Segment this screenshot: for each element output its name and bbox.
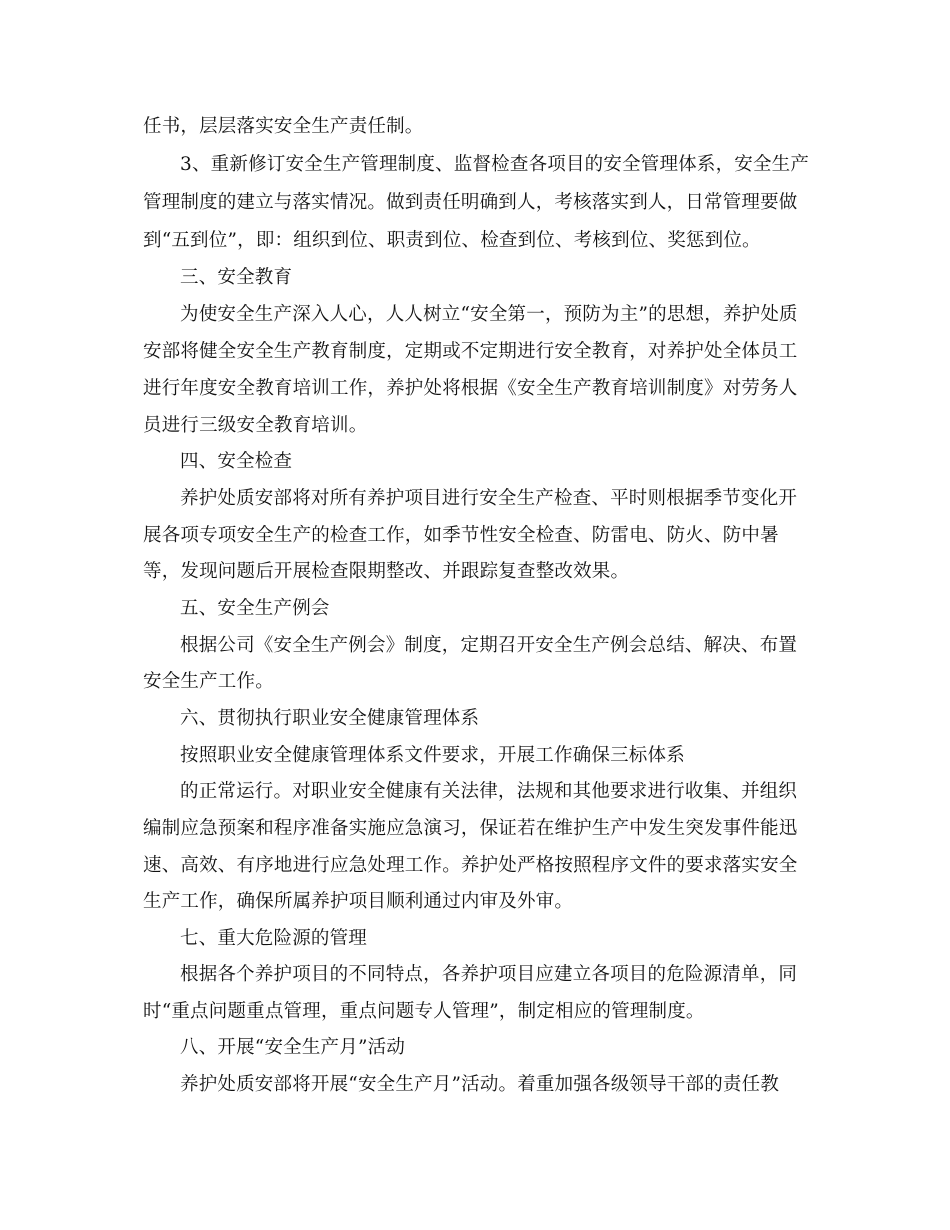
section-heading: 八、开展“安全生产月”活动: [180, 1037, 406, 1058]
text-line: 按照职业安全健康管理体系文件要求，开展工作确保三标体系: [180, 745, 685, 766]
text-line: 等，发现问题后开展检查限期整改、并跟踪复查整改效果。: [143, 561, 630, 582]
text-line: 的正常运行。对职业安全健康有关法律，法规和其他要求进行收集、并组织: [180, 781, 798, 802]
text-line: 养护处质安部将开展“安全生产月”活动。着重加强各级领导干部的责任教: [180, 1074, 780, 1095]
text-line: 展各项专项安全生产的检查工作，如季节性安全检查、防雷电、防火、防中暑: [143, 525, 779, 546]
text-line: 编制应急预案和程序准备实施应急演习，保证若在维护生产中发生突发事件能迅: [143, 818, 798, 839]
text-line: 3、重新修订安全生产管理制度、监督检查各项目的安全管理体系，安全生产: [180, 154, 810, 175]
text-line: 到“五到位”，即：组织到位、职责到位、检查到位、考核到位、奖惩到位。: [143, 230, 761, 251]
section-heading: 四、安全检查: [180, 451, 293, 472]
section-heading: 三、安全教育: [180, 267, 293, 288]
section-heading: 七、重大危险源的管理: [180, 928, 368, 949]
text-line: 安全生产工作。: [143, 671, 274, 692]
section-heading: 六、贯彻执行职业安全健康管理体系: [180, 708, 480, 729]
text-line: 时“重点问题重点管理，重点问题专人管理”，制定相应的管理制度。: [143, 1001, 705, 1022]
text-line: 安部将健全安全生产教育制度，定期或不定期进行安全教育，对养护处全体员工: [143, 341, 798, 362]
text-line: 进行年度安全教育培训工作，养护处将根据《安全生产教育培训制度》对劳务人: [143, 378, 798, 399]
text-line: 根据公司《安全生产例会》制度，定期召开安全生产例会总结、解决、布置: [180, 635, 798, 656]
text-line: 生产工作，确保所属养护项目顺利通过内审及外审。: [143, 891, 574, 912]
text-line: 养护处质安部将对所有养护项目进行安全生产检查、平时则根据季节变化开: [180, 488, 798, 509]
text-line: 任书，层层落实安全生产责任制。: [143, 116, 424, 137]
section-heading: 五、安全生产例会: [180, 598, 330, 619]
text-line: 为使安全生产深入人心，人人树立“安全第一，预防为主”的思想，养护处质: [180, 304, 798, 325]
text-line: 员进行三级安全教育培训。: [143, 415, 368, 436]
text-line: 速、高效、有序地进行应急处理工作。养护处严格按照程序文件的要求落实安全: [143, 855, 798, 876]
text-line: 管理制度的建立与落实情况。做到责任明确到人，考核落实到人，日常管理要做: [143, 192, 798, 213]
text-line: 根据各个养护项目的不同特点，各养护项目应建立各项目的危险源清单，同: [180, 964, 798, 985]
